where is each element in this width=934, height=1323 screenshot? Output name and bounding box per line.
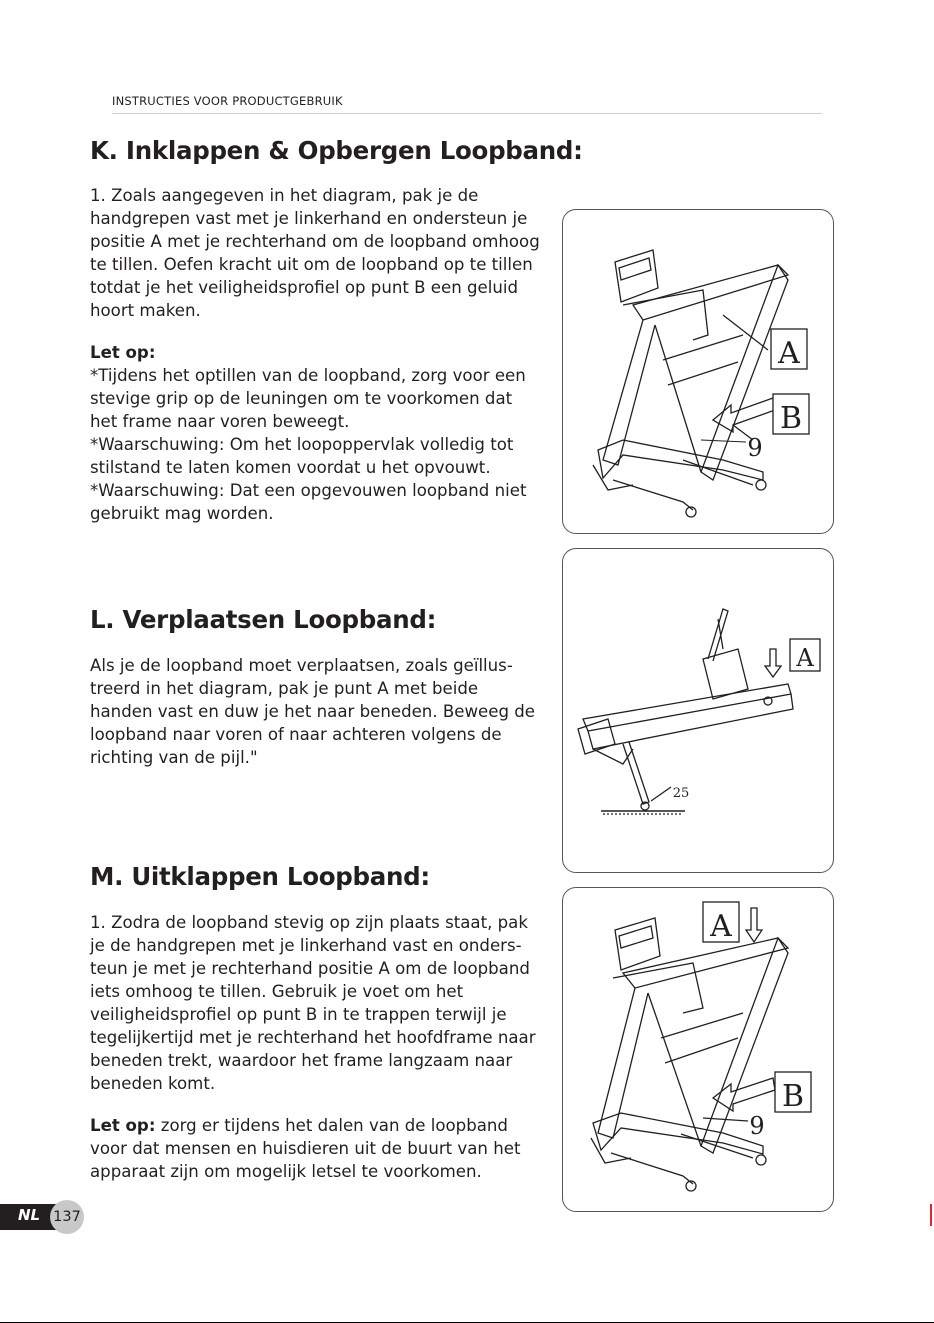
section-m-note-label: Let op: (90, 1116, 156, 1135)
header-divider (112, 113, 822, 114)
figure-k-part-number: 9 (747, 434, 763, 462)
figure-unfold-treadmill (562, 887, 834, 1212)
section-k-paragraph: 1. Zoals aangegeven in het diagram, pak je de handgrepen vast met je linkerhand en ondersteun je positie A met je rechterhand om de loopband omhoog te tillen. Oefen kracht uit om de loopband op te tillen totdat je het veiligheidsprofiel op punt B een geluid hoort maken. (90, 186, 540, 320)
section-l-title: L. Verplaatsen Loopband: (90, 605, 437, 634)
section-k-note-2: *Waarschuwing: Om het loopoppervlak volledig tot stilstand te laten komen voordat u het opvouwt. (90, 435, 514, 477)
section-l-paragraph: Als je de loopband moet verplaatsen, zoals geïllus-treerd in het diagram, pak je punt A met beide handen vast en duw je het naar beneden. Beweeg de loopband naar voren of naar achteren volgens de richting van de pijl." (90, 656, 536, 767)
figure-m-label-a: A (710, 909, 732, 944)
page-number-badge: 137 (50, 1200, 84, 1234)
section-k-note-label: Let op: (90, 343, 156, 362)
section-m-paragraph: 1. Zodra de loopband stevig op zijn plaats staat, pak je de handgrepen met je linkerhand vast en onders-teun je met je rechterhand positie A om de loopband iets omhoog te tillen. Gebruik je voet om het veiligheidsprofiel op punt B in te trappen terwijl je tegelijkertijd met je rechterhand het hoofdframe naar beneden trekt, waardoor het frame langzaam naar beneden komt. (90, 913, 536, 1093)
treadmill-unfolding-illustration (563, 888, 833, 1211)
figure-k-label-b: B (779, 401, 803, 436)
figure-m-part-number: 9 (749, 1112, 765, 1140)
figure-move-treadmill (562, 548, 834, 873)
section-k-note-1: *Tijdens het optillen van de loopband, zorg voor een stevige grip op de leuningen om te voorkomen dat het frame naar voren beweegt. (90, 366, 526, 431)
section-k-note-3: *Waarschuwing: Dat een opgevouwen loopband niet gebruikt mag worden. (90, 481, 527, 523)
figure-fold-treadmill (562, 209, 834, 534)
figure-l-label-a: A (796, 644, 814, 672)
section-m-title: M. Uitklappen Loopband: (90, 862, 430, 891)
treadmill-moving-illustration (563, 549, 833, 872)
section-m-note-text: zorg er tijdens het dalen van de loopband voor dat mensen en huisdieren uit de buurt van het apparaat zijn om mogelijk letsel te voorkomen. (90, 1116, 521, 1181)
language-code: NL (18, 1206, 41, 1224)
figure-l-part-number: 25 (672, 786, 690, 801)
figure-k-label-a: A (778, 336, 800, 371)
section-k-title: K. Inklappen & Opbergen Loopband: (90, 136, 583, 165)
page-edge-mark (930, 1204, 932, 1226)
treadmill-folding-illustration (563, 210, 833, 533)
section-l-body (90, 654, 540, 769)
section-k-body (90, 184, 540, 525)
figure-m-label-b: B (781, 1079, 805, 1114)
section-m-body (90, 911, 540, 1183)
page-header: INSTRUCTIES VOOR PRODUCTGEBRUIK (112, 94, 343, 108)
